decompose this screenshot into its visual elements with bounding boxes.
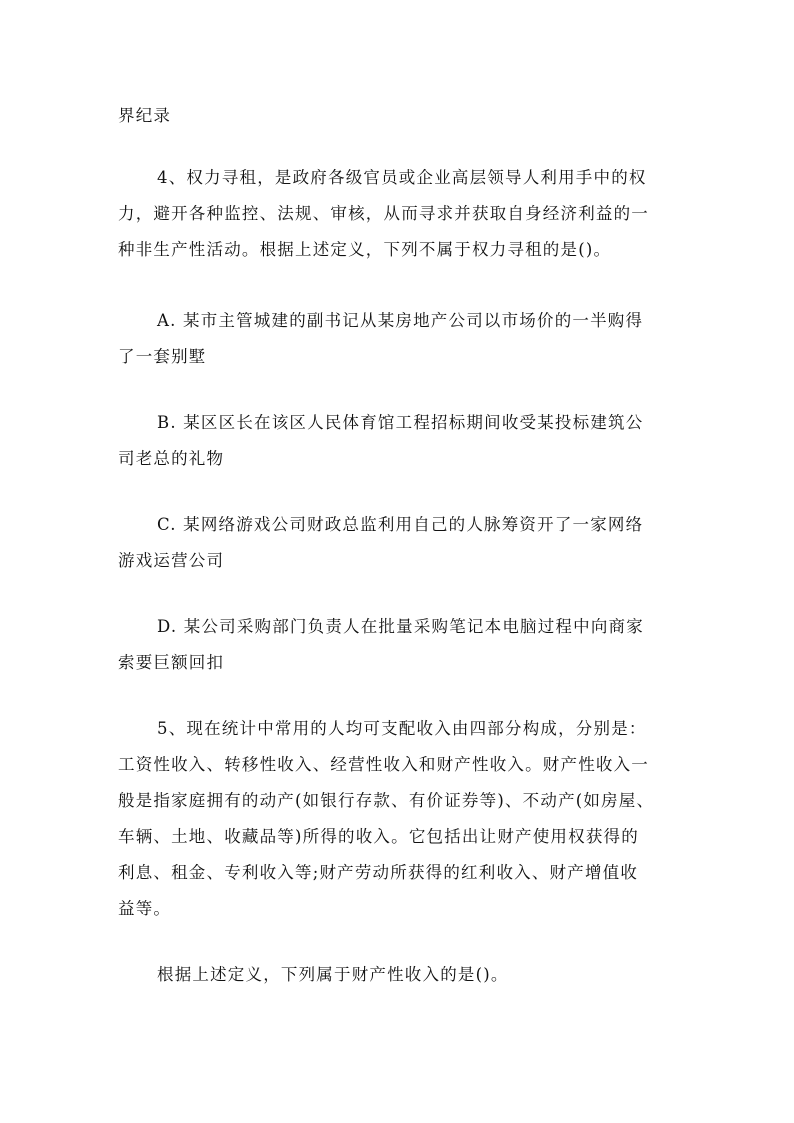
question-5-line-1: 5、现在统计中常用的人均可支配收入由四部分构成，分别是： [157,719,647,738]
option-a-line-2: 了一套别墅 [118,347,207,366]
question-5-line-6: 益等。 [118,899,172,918]
option-a-line-1: A. 某市主管城建的副书记从某房地产公司以市场价的一半购得 [157,311,644,330]
question-5-line-3: 般是指家庭拥有的动产(如银行存款、有价证券等)、不动产(如房屋、 [118,791,655,810]
question-5-line-5: 利息、租金、专利收入等;财产劳动所获得的红利收入、财产增值收 [118,863,639,882]
text-line-continuation: 界纪录 [118,106,172,125]
option-b-line-2: 司老总的礼物 [118,449,225,468]
question-5-line-4: 车辆、土地、收藏品等)所得的收入。它包括出让财产使用权获得的 [118,827,639,846]
option-d-line-2: 索要巨额回扣 [118,653,225,672]
option-c-line-1: C. 某网络游戏公司财政总监利用自己的人脉筹资开了一家网络 [157,515,644,534]
question-5-line-2: 工资性收入、转移性收入、经营性收入和财产性收入。财产性收入一 [118,755,649,774]
question-5-prompt: 根据上述定义，下列属于财产性收入的是()。 [157,965,509,984]
option-c-line-2: 游戏运营公司 [118,551,225,570]
question-4-line-3: 种非生产性活动。根据上述定义，下列不属于权力寻租的是()。 [118,240,612,259]
question-4-line-2: 力，避开各种监控、法规、审核，从而寻求并获取自身经济利益的一 [118,204,649,223]
option-b-line-1: B. 某区区长在该区人民体育馆工程招标期间收受某投标建筑公 [157,413,644,432]
question-4-line-1: 4、权力寻租，是政府各级官员或企业高层领导人利用手中的权 [157,168,647,187]
option-d-line-1: D. 某公司采购部门负责人在批量采购笔记本电脑过程中向商家 [157,617,644,636]
